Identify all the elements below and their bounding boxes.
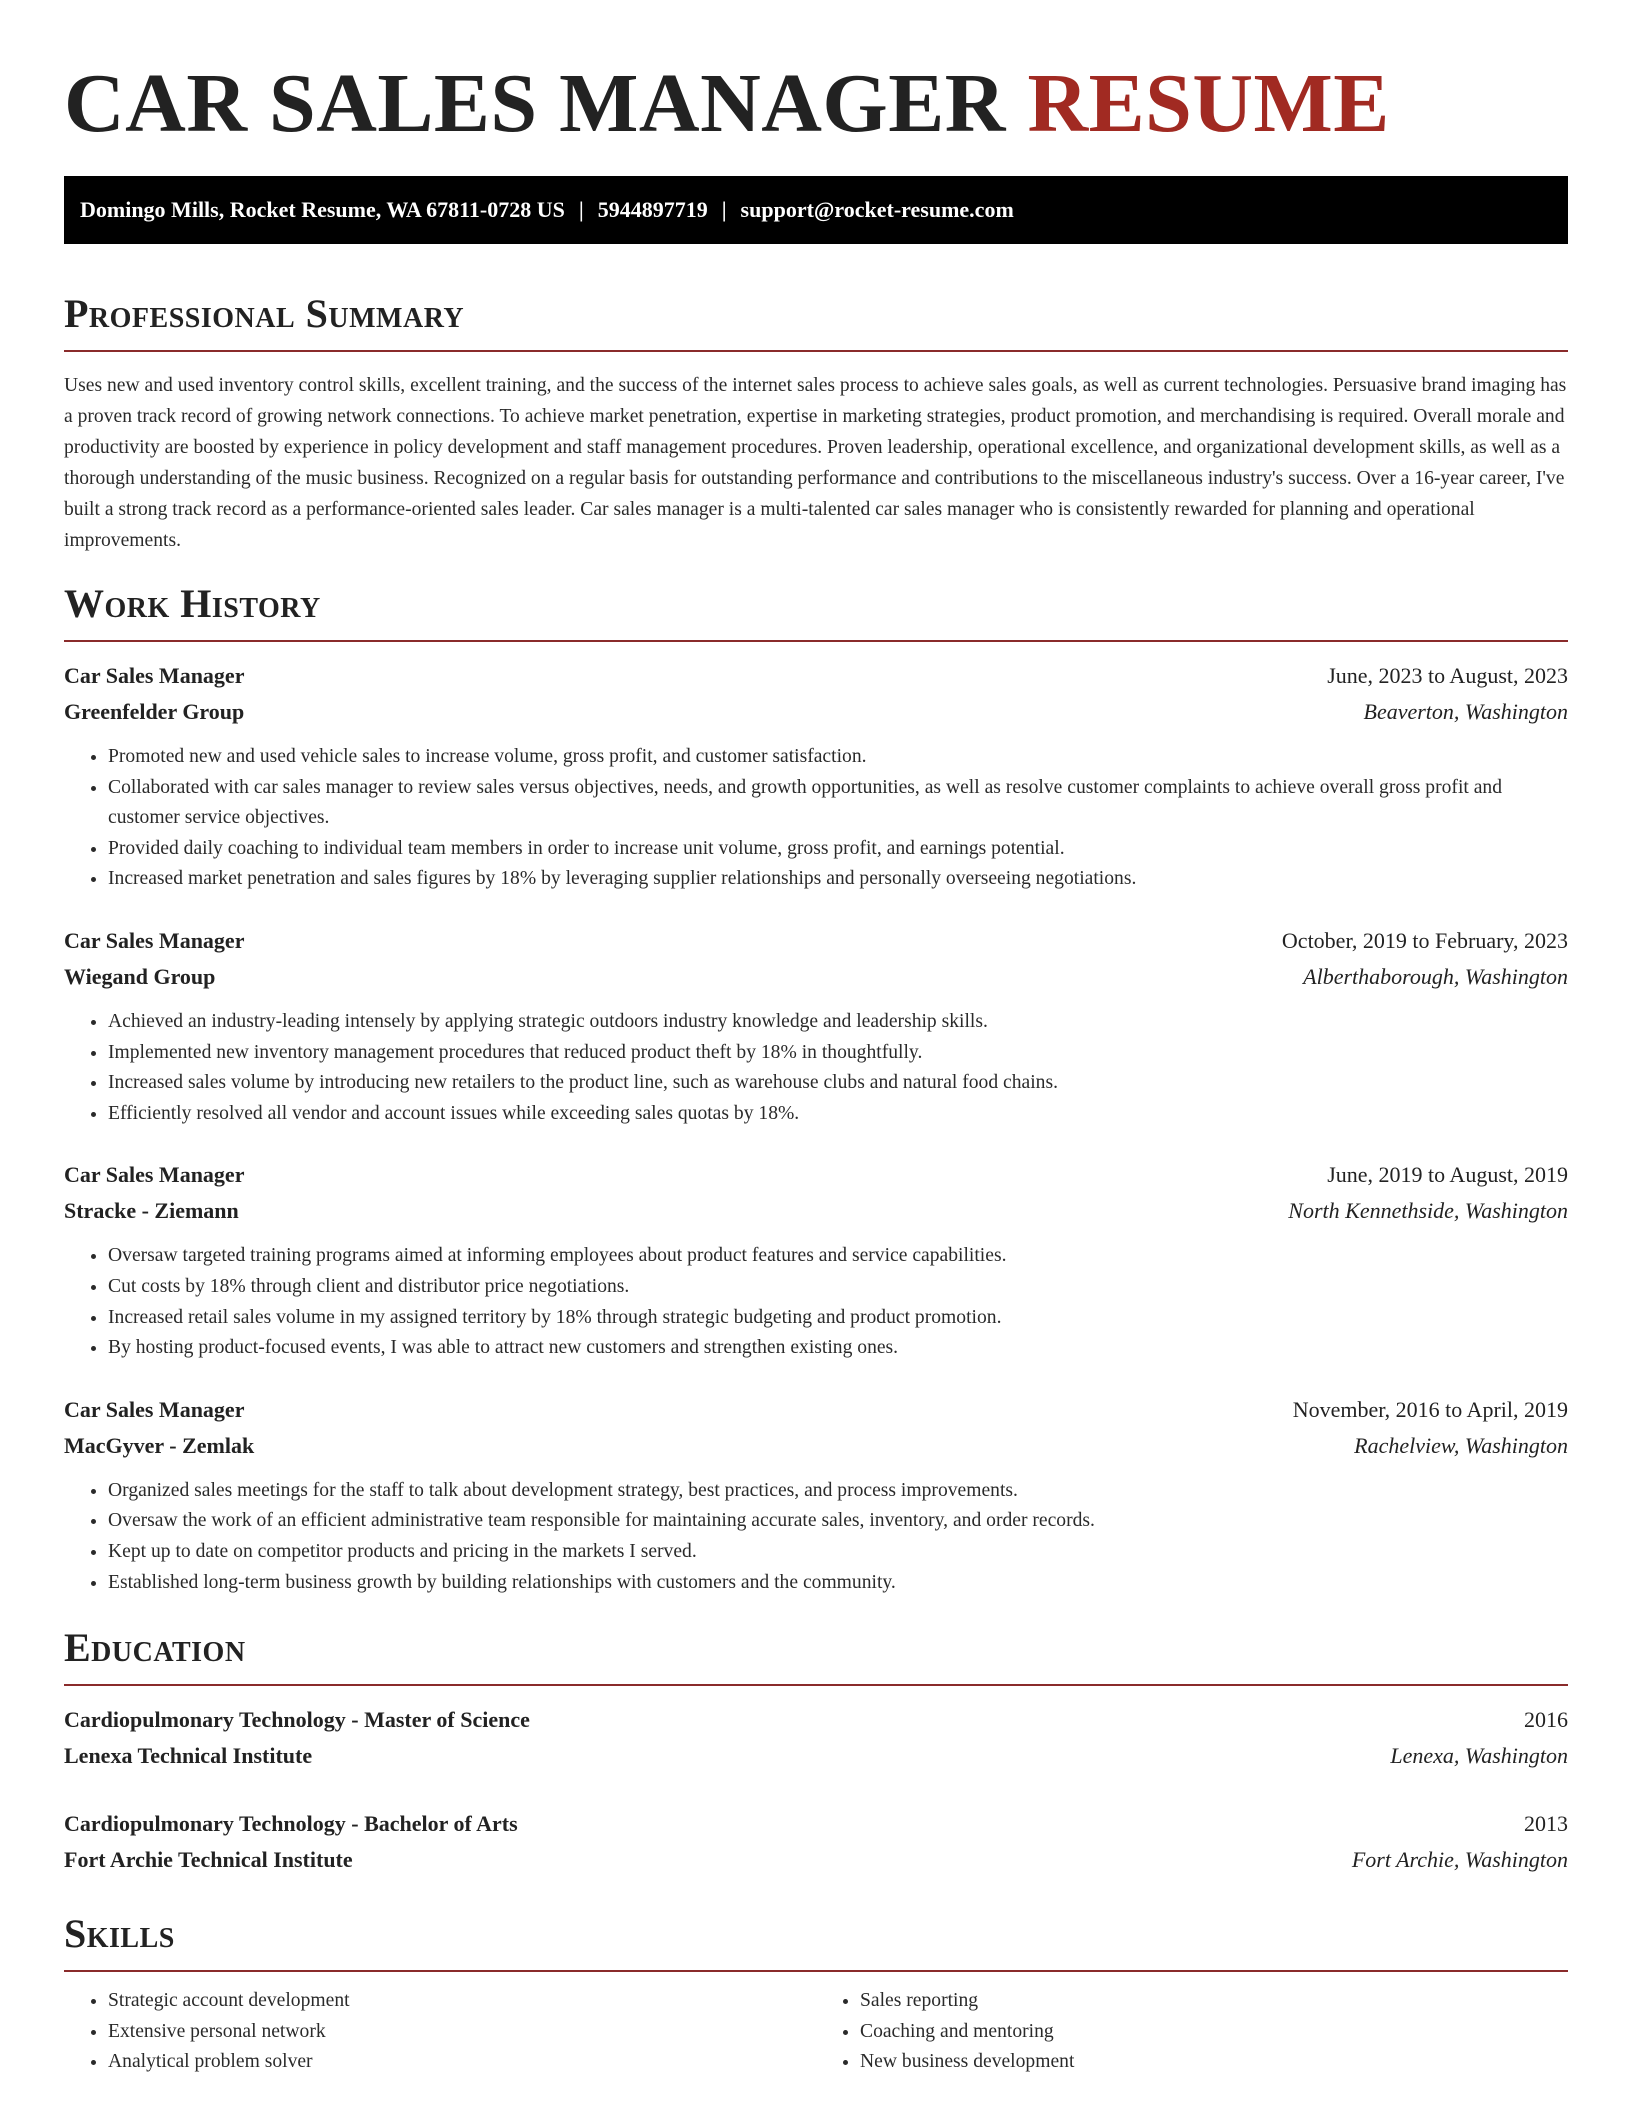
job-entry xyxy=(64,1392,1568,1598)
job-bullet: • Increased retail sales volume in my assigned territory by 18% through strategic budgeting and product promotion. xyxy=(108,1303,1568,1334)
resume-page xyxy=(64,56,1568,2078)
section-divider xyxy=(64,640,1568,642)
section-divider xyxy=(64,1970,1568,1972)
section-divider xyxy=(64,350,1568,352)
job-location: North Kennethside, Washington xyxy=(1288,1198,1568,1224)
contact-bar xyxy=(64,176,1568,244)
job-bullets xyxy=(64,1241,1568,1363)
section-heading: Professional Summary xyxy=(64,291,465,336)
education-location: Lenexa, Washington xyxy=(1390,1743,1568,1769)
job-bullets xyxy=(64,1007,1568,1129)
contact-separator: | xyxy=(721,197,727,222)
job-bullet: • Provided daily coaching to individual team members in order to increase unit volume, gross profit, and earnings potential. xyxy=(108,834,1568,865)
job-bullet: • Kept up to date on competitor products and pricing in the markets I served. xyxy=(108,1537,1568,1568)
job-company: MacGyver - Zemlak xyxy=(64,1432,255,1458)
job-company: Greenfelder Group xyxy=(64,699,245,724)
skills-section xyxy=(64,1908,1568,2078)
job-location: Beaverton, Washington xyxy=(1363,699,1568,724)
job-location: Rachelview, Washington xyxy=(1354,1432,1568,1458)
education-school-row xyxy=(64,1738,1568,1774)
education-school-row xyxy=(64,1842,1568,1878)
job-bullet: • By hosting product-focused events, I was able to attract new customers and strengthen existing ones. xyxy=(108,1333,1568,1364)
job-bullet: • Promoted new and used vehicle sales to increase volume, gross profit, and customer satisfaction. xyxy=(108,742,1568,773)
job-bullet: • Implemented new inventory management procedures that reduced product theft by 18% in thoughtfully. xyxy=(108,1038,1568,1069)
job-company-row xyxy=(64,1193,1568,1229)
job-company: Stracke - Ziemann xyxy=(64,1198,239,1224)
job-company-row xyxy=(64,1428,1568,1464)
skills-columns xyxy=(64,1986,1568,2078)
education-school: Fort Archie Technical Institute xyxy=(64,1847,353,1873)
job-bullet: • Oversaw the work of an efficient administrative team responsible for maintaining accurate sales, inventory, and order records. xyxy=(108,1506,1568,1537)
job-dates: June, 2019 to August, 2019 xyxy=(1327,1162,1568,1188)
section-heading: Work History xyxy=(64,581,321,626)
skill-item: • Strategic account development xyxy=(108,1986,816,2017)
title-main: CAR SALES MANAGER xyxy=(64,57,1006,150)
skills-list-left xyxy=(64,1986,816,2078)
resume-title xyxy=(64,56,1568,152)
job-bullet: • Collaborated with car sales manager to review sales versus objectives, needs, and growth opportunities, as well as resolve customer complaints to achieve overall gross profit and customer service objectives. xyxy=(108,773,1568,834)
job-bullet: • Increased market penetration and sales figures by 18% by leveraging supplier relationships and personally overseeing negotiations. xyxy=(108,864,1568,895)
job-title-row xyxy=(64,658,1568,694)
education-degree: Cardiopulmonary Technology - Master of Science xyxy=(64,1707,530,1733)
job-title-row xyxy=(64,1157,1568,1193)
education-entry xyxy=(64,1806,1568,1878)
summary-text: Uses new and used inventory control skills, excellent training, and the success of the internet sales process to achieve sales goals, as well as current technologies. Persuasive brand imaging has a proven track record of growing network connections. To achieve market penetration, expertise in marketing strategies, product promotion, and merchandising is required. Overall morale and productivity are boosted by experience in policy development and staff management procedures. Proven leadership, operational excellence, and organizational development skills, as well as a thorough understanding of the music business. Recognized on a regular basis for outstanding performance and contributions to the miscellaneous industry's success. Over a 16-year career, I've built a strong track record as a performance-oriented sales leader. Car sales manager is a multi-talented car sales manager who is consistently rewarded for planning and operational improvements. xyxy=(64,375,1567,551)
job-bullets xyxy=(64,742,1568,895)
skill-item: • Coaching and mentoring xyxy=(860,2017,1568,2048)
education-section xyxy=(64,1622,1568,1878)
education-entry xyxy=(64,1702,1568,1774)
job-dates: November, 2016 to April, 2019 xyxy=(1292,1396,1568,1422)
education-year: 2016 xyxy=(1524,1707,1568,1733)
education-degree-row xyxy=(64,1702,1568,1738)
contact-separator: | xyxy=(578,197,584,222)
section-heading: Education xyxy=(64,1625,246,1671)
education-year: 2013 xyxy=(1524,1811,1568,1837)
job-entry xyxy=(64,658,1568,895)
summary-section xyxy=(64,288,1568,556)
job-dates: June, 2023 to August, 2023 xyxy=(1327,663,1568,688)
section-divider xyxy=(64,1684,1568,1686)
job-title: Car Sales Manager xyxy=(64,663,245,688)
contact-phone: 5944897719 xyxy=(597,197,708,222)
education-location: Fort Archie, Washington xyxy=(1351,1847,1568,1873)
job-title: Car Sales Manager xyxy=(64,927,245,953)
job-title-row xyxy=(64,923,1568,959)
education-degree-row xyxy=(64,1806,1568,1842)
section-heading: Skills xyxy=(64,1911,175,1957)
education-degree: Cardiopulmonary Technology - Bachelor of Arts xyxy=(64,1811,518,1837)
education-school: Lenexa Technical Institute xyxy=(64,1743,313,1769)
job-company: Wiegand Group xyxy=(64,963,216,989)
job-bullet: • Established long-term business growth by building relationships with customers and the community. xyxy=(108,1568,1568,1599)
job-bullet: • Organized sales meetings for the staff to talk about development strategy, best practices, and process improvements. xyxy=(108,1476,1568,1507)
skill-item: • New business development xyxy=(860,2047,1568,2078)
skills-list-right xyxy=(816,1986,1568,2078)
job-bullet: • Oversaw targeted training programs aimed at informing employees about product features and service capabilities. xyxy=(108,1241,1568,1272)
skill-item: • Extensive personal network xyxy=(108,2017,816,2048)
contact-email: support@rocket-resume.com xyxy=(740,197,1014,222)
contact-address: Domingo Mills, Rocket Resume, WA 67811-0728 US xyxy=(80,197,565,222)
job-title-row xyxy=(64,1392,1568,1428)
work-history-section xyxy=(64,578,1568,1598)
job-bullet: • Cut costs by 18% through client and distributor price negotiations. xyxy=(108,1272,1568,1303)
job-bullet: • Efficiently resolved all vendor and account issues while exceeding sales quotas by 18%. xyxy=(108,1099,1568,1130)
title-accent: RESUME xyxy=(1027,57,1390,150)
skill-item: • Analytical problem solver xyxy=(108,2047,816,2078)
skill-item: • Sales reporting xyxy=(860,1986,1568,2017)
job-entry xyxy=(64,923,1568,1129)
job-bullet: • Increased sales volume by introducing new retailers to the product line, such as warehouse clubs and natural food chains. xyxy=(108,1068,1568,1099)
job-company-row xyxy=(64,694,1568,730)
job-bullets xyxy=(64,1476,1568,1598)
job-title: Car Sales Manager xyxy=(64,1162,245,1188)
job-company-row xyxy=(64,959,1568,995)
job-location: Alberthaborough, Washington xyxy=(1303,963,1568,989)
job-dates: October, 2019 to February, 2023 xyxy=(1281,927,1568,953)
job-bullet: • Achieved an industry-leading intensely by applying strategic outdoors industry knowledge and leadership skills. xyxy=(108,1007,1568,1038)
job-title: Car Sales Manager xyxy=(64,1396,245,1422)
job-entry xyxy=(64,1157,1568,1363)
